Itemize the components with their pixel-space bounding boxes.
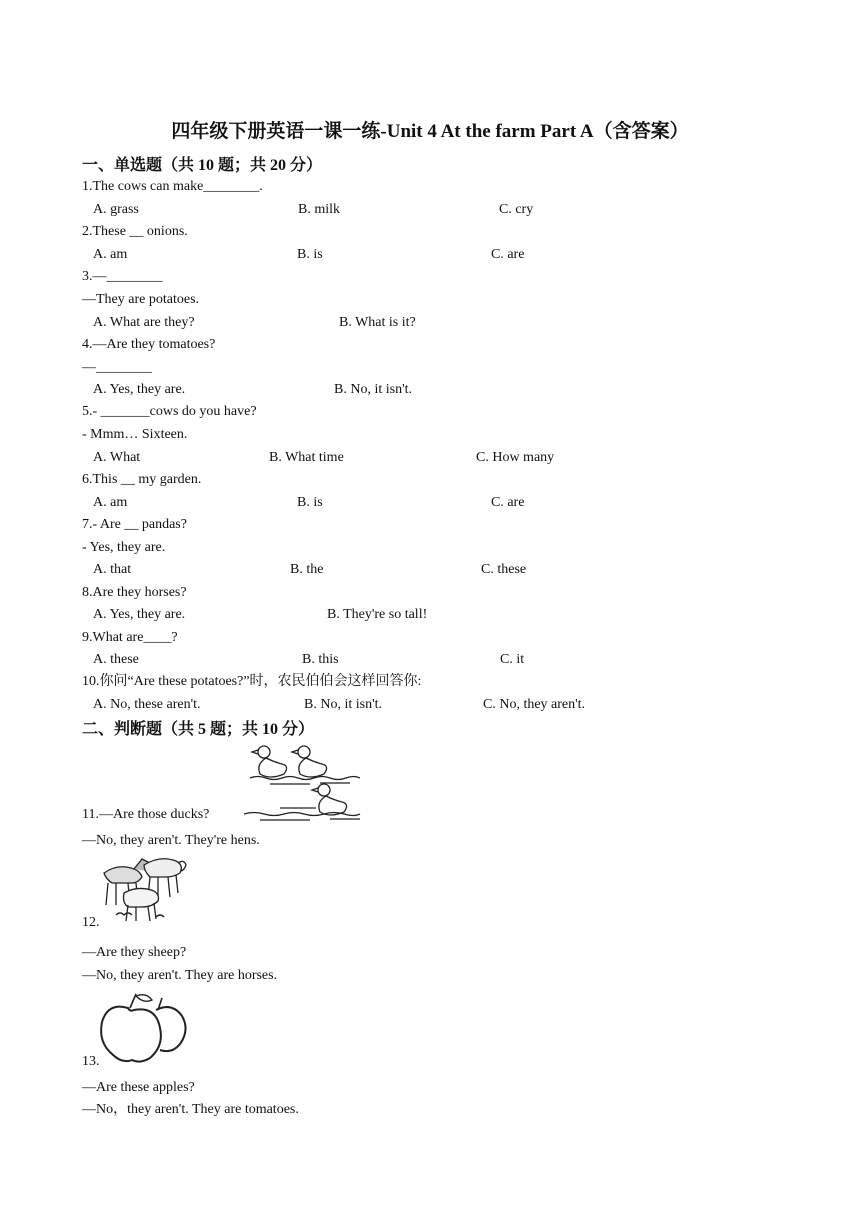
q1-option-a: A. grass — [93, 202, 139, 217]
q4-option-b: B. No, it isn't. — [334, 382, 412, 397]
question-8: 8.Are they horses? — [82, 585, 187, 600]
q8-option-b: B. They're so tall! — [327, 607, 428, 622]
q1-option-c: C. cry — [499, 202, 534, 217]
question-5-line-2: - Mmm… Sixteen. — [82, 427, 188, 442]
question-4: 4.—Are they tomatoes? — [82, 337, 216, 352]
q3-option-b: B. What is it? — [339, 315, 416, 330]
judgment-11-question: 11.—Are those ducks? — [82, 807, 210, 822]
q5-option-a: A. What — [93, 450, 141, 465]
q10-option-b: B. No, it isn't. — [304, 697, 382, 712]
q7-option-a: A. that — [93, 562, 132, 577]
q9-option-c: C. it — [500, 652, 525, 667]
judgment-11-answer: —No, they aren't. They're hens. — [82, 833, 260, 848]
judgment-13-question: —Are these apples? — [82, 1080, 195, 1095]
q6-option-a: A. am — [93, 495, 128, 510]
judgment-13-answer: —No，they aren't. They are tomatoes. — [82, 1102, 299, 1117]
q2-option-a: A. am — [93, 247, 128, 262]
q7-option-c: C. these — [481, 562, 527, 577]
q7-option-b: B. the — [290, 562, 324, 577]
judgment-12-number: 12. — [82, 915, 100, 930]
q6-option-b: B. is — [297, 495, 323, 510]
question-5: 5.- _______cows do you have? — [82, 404, 257, 419]
question-9: 9.What are____? — [82, 630, 178, 645]
ducks-picture — [240, 742, 370, 822]
page-title: 四年级下册英语一课一练-Unit 4 At the farm Part A（含答案） — [171, 121, 689, 142]
q10-option-c: C. No, they aren't. — [483, 697, 586, 712]
q5-option-c: C. How many — [476, 450, 555, 465]
question-1: 1.The cows can make________. — [82, 179, 263, 194]
section-heading-judgment: 二、判断题（共 5 题；共 10 分） — [82, 721, 315, 738]
judgment-13-number: 13. — [82, 1054, 100, 1069]
horses-picture — [96, 853, 188, 925]
q10-option-a: A. No, these aren't. — [93, 697, 201, 712]
judgment-12-question: —Are they sheep? — [82, 945, 187, 960]
q3-option-a: A. What are they? — [93, 315, 195, 330]
q2-option-c: C. are — [491, 247, 525, 262]
question-4-line-2: —________ — [82, 360, 152, 375]
q4-option-a: A. Yes, they are. — [93, 382, 186, 397]
q5-option-b: B. What time — [269, 450, 344, 465]
question-2: 2.These __ onions. — [82, 224, 188, 239]
q2-option-b: B. is — [297, 247, 323, 262]
question-10: 10.你问“Are these potatoes?”时，农民伯伯会这样回答你: — [82, 674, 422, 689]
question-3: 3.—________ — [82, 269, 163, 284]
question-6: 6.This __ my garden. — [82, 472, 202, 487]
q8-option-a: A. Yes, they are. — [93, 607, 186, 622]
question-3-line-2: —They are potatoes. — [82, 292, 200, 307]
q9-option-a: A. these — [93, 652, 139, 667]
apples-picture — [98, 992, 192, 1066]
question-7: 7.- Are __ pandas? — [82, 517, 187, 532]
question-7-line-2: - Yes, they are. — [82, 540, 166, 555]
judgment-12-answer: —No, they aren't. They are horses. — [82, 968, 278, 983]
q6-option-c: C. are — [491, 495, 525, 510]
section-heading-single-choice: 一、单选题（共 10 题；共 20 分） — [82, 157, 323, 174]
q1-option-b: B. milk — [298, 202, 341, 217]
q9-option-b: B. this — [302, 652, 339, 667]
